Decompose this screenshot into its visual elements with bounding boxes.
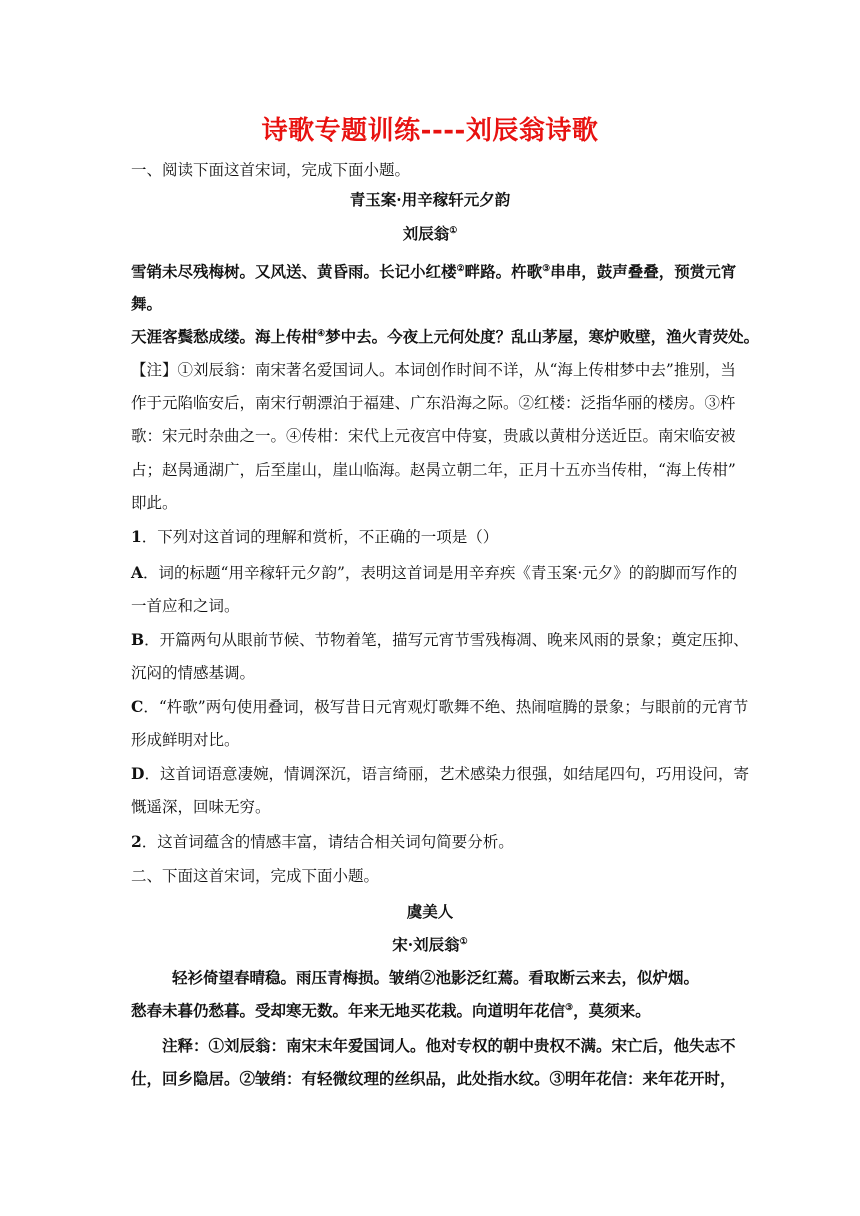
poem-1-title: 青玉案·用辛稼轩元夕韵 [349,190,511,209]
page-title: 诗歌专题训练----刘辰翁诗歌 [261,116,599,146]
option-b: B．开篇两句从眼前节候、节物着笔，描写元宵节雪残梅凋、晚来风雨的景象；奠定压抑、 [131,630,749,649]
poem-2-line-2: 愁春未暮仍愁暮。受却寒无数。年来无地买花栽。向道明年花信③，莫须来。 [131,1001,651,1020]
question-1: 1．下列对这首词的理解和赏析，不正确的一项是（） [131,527,499,546]
note-line: 【注】①刘辰翁：南宋著名爱国词人。本词创作时间不详，从“海上传柑梦中去”推别，当 [131,361,736,379]
note-line: 作于元陷临安后，南宋行朝漂泊于福建、广东沿海之际。②红楼：泛指华丽的楼房。③杵 [131,394,736,412]
option-d: D．这首词语意凄婉，情调深沉，语言绮丽，艺术感染力很强，如结尾四句，巧用设问，寄 [131,764,749,783]
poem-2-author: 宋·刘辰翁① [392,935,468,954]
option-b-cont: 沉闷的情感基调。 [131,664,256,682]
poem-1-line-1: 雪销未尽残梅树。又风送、黄昏雨。长记小红楼②畔路。杵歌③串串，鼓声叠叠，预赏元宵 [131,262,737,281]
option-a-cont: 一首应和之词。 [131,597,240,615]
poem-1-author: 刘辰翁① [402,224,458,243]
question-2: 2．这首词蕴含的情感丰富，请结合相关词句简要分析。 [131,832,514,851]
option-c: C．“杵歌”两句使用叠词，极写昔日元宵观灯歌舞不绝、热闹喧腾的景象；与眼前的元宵节 [131,697,749,716]
section-1-heading: 一、阅读下面这首宋词，完成下面小题。 [131,161,411,179]
poem-1-line-3: 天涯客鬓愁成缕。海上传柑④梦中去。今夜上元何处度？乱山茅屋，寒炉败壁，渔火青荧处。 [131,327,760,346]
note-line: 占；赵昺通湖广，后至崖山，崖山临海。赵昺立朝二年，正月十五亦当传柑，“海上传柑” [131,461,736,479]
option-a: A．词的标题“用辛稼轩元夕韵”，表明这首词是用辛弃疾《青玉案·元夕》的韵脚而写作的 [131,563,738,582]
poem-2-line-1: 轻衫倚望春晴稳。雨压青梅损。皱绡②池影泛红蔫。看取断云来去，似炉烟。 [172,968,700,987]
note-line: 即此。 [131,494,178,512]
note-2-line: 注释：①刘辰翁：南宋末年爱国词人。他对专权的朝中贵权不满。宋亡后，他失志不 [162,1036,736,1055]
option-c-cont: 形成鲜明对比。 [131,731,240,749]
option-d-cont: 慨遥深，回味无穷。 [131,798,271,816]
poem-1-line-2: 舞。 [131,294,163,313]
note-2-line: 仕，回乡隐居。②皱绡：有轻微纹理的丝织品，此处指水纹。③明年花信：来年花开时， [131,1069,736,1088]
poem-2-title: 虞美人 [406,902,454,921]
note-line: 歌：宋元时杂曲之一。④传柑：宋代上元夜宫中侍宴，贵戚以黄柑分送近臣。南宋临安被 [131,427,736,445]
section-2-heading: 二、下面这首宋词，完成下面小题。 [131,867,380,885]
